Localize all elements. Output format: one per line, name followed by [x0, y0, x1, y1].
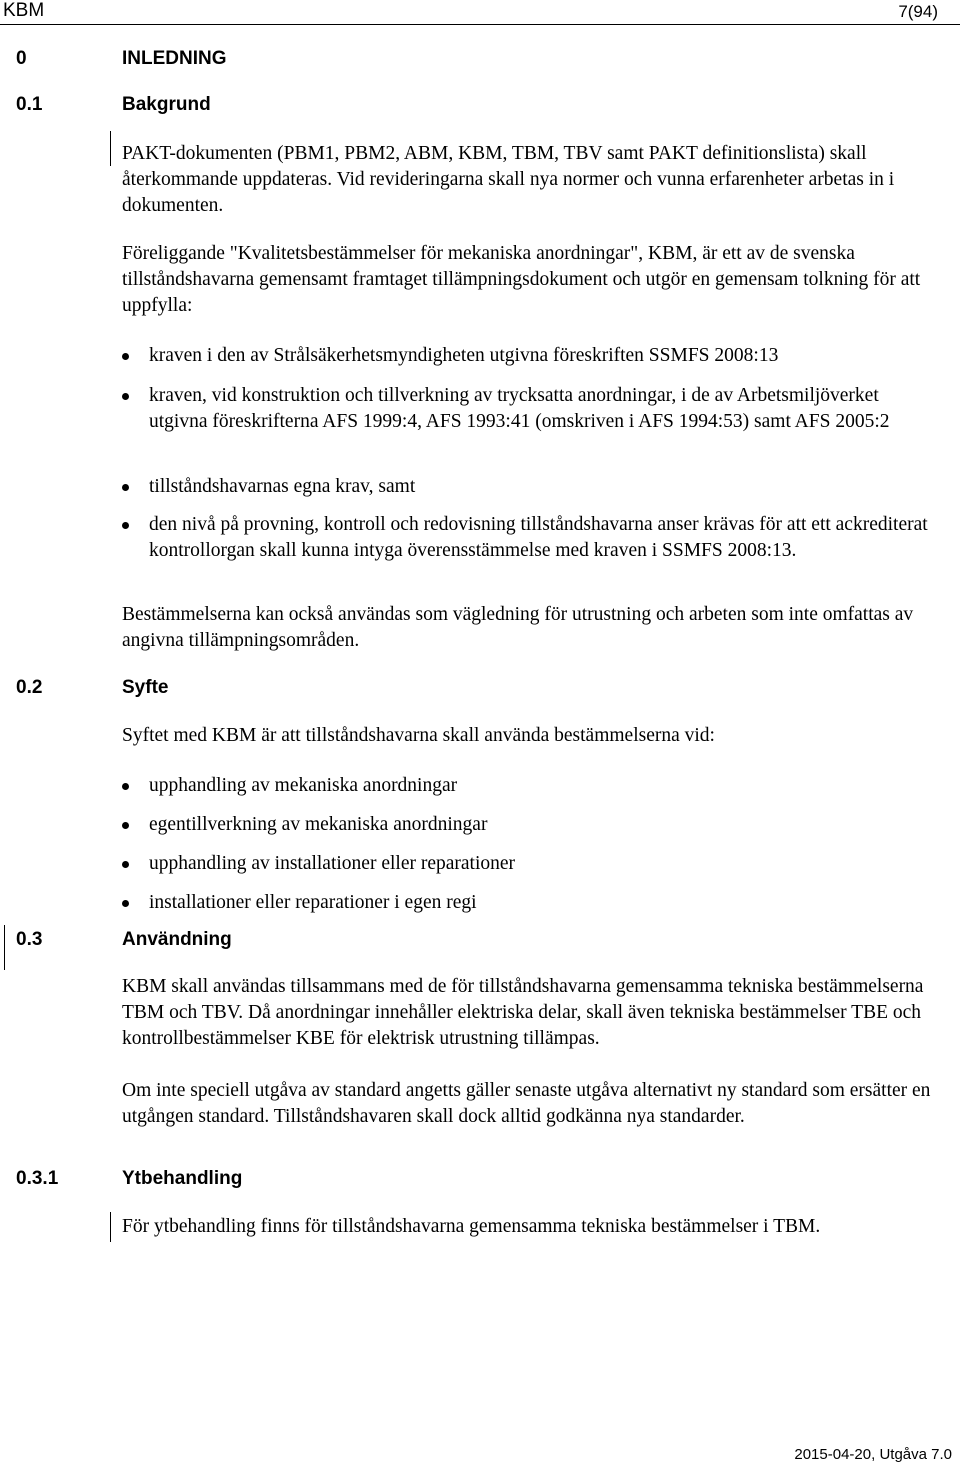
heading-number: 0.2: [16, 677, 43, 698]
heading-label: Ytbehandling: [122, 1168, 243, 1189]
list-item-text: upphandling av installationer eller reparationer: [149, 853, 516, 874]
page-number: 7(94): [898, 2, 938, 21]
bullet-icon: [122, 393, 129, 400]
heading-number: 0.3.1: [16, 1168, 59, 1189]
list-item-text: upphandling av mekaniska anordningar: [149, 775, 458, 796]
bakgrund-paragraph-3: Bestämmelserna kan också användas som vägledning för utrustning och arbeten som inte omfattas av angivna tillämpningsområden.: [122, 604, 914, 651]
heading-number: 0: [16, 48, 27, 69]
heading-label: Syfte: [122, 677, 169, 698]
list-item-text: kraven i den av Strålsäkerhetsmyndigheten utgivna föreskriften SSMFS 2008:13: [149, 345, 779, 366]
change-bar: [4, 925, 5, 970]
list-item: [122, 890, 942, 916]
bullet-icon: [122, 522, 129, 529]
list-item-text: installationer eller reparationer i egen regi: [149, 892, 477, 913]
page-header: [0, 0, 960, 25]
heading-label: INLEDNING: [122, 48, 227, 69]
bullet-icon: [122, 822, 129, 829]
list-item-text: kraven, vid konstruktion och tillverkning av trycksatta anordningar, i de av Arbetsmiljöverket utgivna föreskrifterna AFS 1999:4, AFS 1993:41 (omskriven i AFS 1994:53) samt AFS 2005:2: [149, 385, 890, 432]
bakgrund-paragraph-1: PAKT-dokumenten (PBM1, PBM2, ABM, KBM, TBM, TBV samt PAKT definitionslista) skall återkommande uppdateras. Vid revideringarna skall nya normer och vunna erfarenheter arbetas in i dokumenten.: [122, 143, 895, 216]
page-footer: 2015-04-20, Utgåva 7.0: [794, 1446, 952, 1463]
ytbehandling-paragraph: För ytbehandling finns för tillståndshavarna gemensamma tekniska bestämmelser i TBM.: [122, 1216, 821, 1237]
list-item: [122, 851, 942, 877]
anvandning-paragraph-2: Om inte speciell utgåva av standard angetts gäller senaste utgåva alternativt ny standard som ersätter en utgången standard. Tillståndshavaren skall dock alltid godkänna nya standarder.: [122, 1080, 931, 1127]
document-title: KBM: [3, 0, 45, 21]
bullet-icon: [122, 783, 129, 790]
syfte-paragraph: Syftet med KBM är att tillståndshavarna skall använda bestämmelserna vid:: [122, 725, 715, 746]
list-item: [122, 343, 942, 369]
bakgrund-paragraph-2: Föreliggande "Kvalitetsbestämmelser för mekaniska anordningar", KBM, är ett av de svenska tillståndshavarna gemensamt framtaget tillämpningsdokument och utgör en gemensam tolkning för att uppfylla:: [122, 243, 921, 316]
bullet-icon: [122, 861, 129, 868]
heading-number: 0.1: [16, 94, 43, 115]
bullet-icon: [122, 353, 129, 360]
heading-number: 0.3: [16, 929, 43, 950]
list-item-text: tillståndshavarnas egna krav, samt: [149, 476, 416, 497]
list-item: [122, 773, 942, 799]
list-item-text: den nivå på provning, kontroll och redovisning tillståndshavarna anser krävas för att ett ackrediterat kontrollorgan skall kunna intyga överensstämmelse med kraven i SSMFS 2008:13.: [149, 514, 928, 561]
heading-label: Användning: [122, 929, 232, 950]
list-item: [122, 812, 942, 838]
list-item: [122, 512, 942, 564]
anvandning-paragraph-1: KBM skall användas tillsammans med de för tillståndshavarna gemensamma tekniska bestämmelserna TBM och TBV. Då anordningar innehåller elektriska delar, skall även tekniska bestämmelser TBE och kontrollbestämmelser KBE för elektrisk utrustning tillämpas.: [122, 976, 924, 1049]
bullet-icon: [122, 484, 129, 491]
list-item: [122, 383, 942, 435]
change-bar: [110, 131, 111, 166]
bullet-icon: [122, 900, 129, 907]
heading-label: Bakgrund: [122, 94, 211, 115]
change-bar: [110, 1212, 111, 1242]
list-item-text: egentillverkning av mekaniska anordningar: [149, 814, 488, 835]
list-item: [122, 474, 942, 500]
